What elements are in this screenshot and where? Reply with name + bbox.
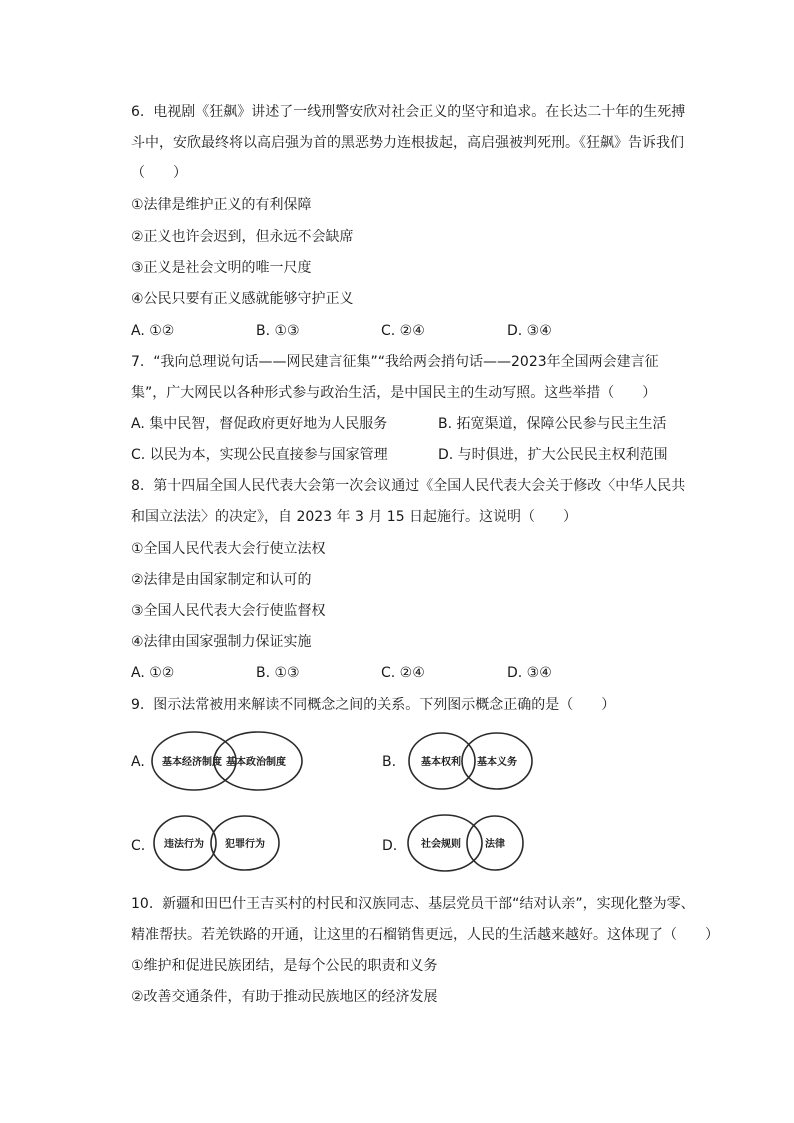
- q8-option-c: C. ②④: [381, 665, 425, 681]
- q6-stem-line2: 斗中，安欣最终将以高启强为首的黑恶势力连根拔起，高启强被判死刑。《狂飙》告诉我们: [131, 135, 684, 151]
- q9-diagram-b: [405, 730, 540, 792]
- q9-diagram-d-right-text: 法律: [485, 839, 505, 850]
- q8-item-3: ③全国人民代表大会行使监督权: [131, 603, 326, 619]
- q6-stem-line1: 6. 电视剧《狂飙》讲述了一线刑警安欣对社会正义的坚守和追求。在长达二十年的生死搏: [131, 104, 686, 120]
- q8-stem-line2: 和国立法法〉的决定》，自 2023 年 3 月 15 日起施行。这说明（ ）: [131, 509, 578, 525]
- q6-stem-line3: （ ）: [131, 165, 187, 181]
- q9-diagram-c-left-text: 违法行为: [164, 839, 204, 850]
- q6-option-d: D. ③④: [507, 323, 552, 339]
- q7-stem-line2: 集”，广大网民以各种形式参与政治生活，是中国民主的生动写照。这些举措（ ）: [131, 385, 657, 401]
- q6-item-2: ②正义也许会迟到，但永远不会缺席: [131, 229, 354, 245]
- q6-option-b: B. ①③: [256, 323, 300, 339]
- q7-option-c: C. 以民为本，实现公民直接参与国家管理: [131, 447, 388, 463]
- q9-diagram-b-label: B.: [382, 754, 397, 770]
- q8-item-2: ②法律是由国家制定和认可的: [131, 572, 312, 588]
- q9-diagram-b-right-text: 基本义务: [477, 757, 517, 768]
- q10-stem-line1: 10. 新疆和田巴什王吉买村的村民和汉族同志、基层党员干部“结对认亲”，实现化整为零、: [131, 896, 695, 912]
- q9-diagram-c-right-text: 犯罪行为: [225, 839, 265, 850]
- q10-item-1: ①维护和促进民族团结，是每个公民的职责和义务: [131, 958, 438, 974]
- q9-diagram-d: [405, 812, 530, 874]
- q9-diagram-a: [150, 730, 310, 792]
- q8-option-b: B. ①③: [256, 665, 300, 681]
- q8-option-d: D. ③④: [507, 665, 552, 681]
- q8-option-a: A. ①②: [131, 665, 175, 681]
- q7-option-d: D. 与时俱进，扩大公民民主权利范围: [438, 447, 668, 463]
- q9-diagram-d-label: D.: [382, 838, 398, 854]
- q9-diagram-c: [150, 812, 285, 874]
- q6-item-3: ③正义是社会文明的唯一尺度: [131, 260, 312, 276]
- q9-stem: 9. 图示法常被用来解读不同概念之间的关系。下列图示概念正确的是（ ）: [131, 697, 616, 713]
- q9-diagram-a-label: A.: [131, 754, 145, 770]
- q10-stem-line2: 精准帮扶。若羌铁路的开通，让这里的石榴销售更远，人民的生活越来越好。这体现了（ ）: [131, 927, 719, 943]
- q6-option-c: C. ②④: [381, 323, 425, 339]
- q8-item-1: ①全国人民代表大会行使立法权: [131, 541, 326, 557]
- q6-item-1: ①法律是维护正义的有利保障: [131, 197, 312, 213]
- q9-diagram-a-right-text: 基本政治制度: [226, 757, 286, 768]
- q10-item-2: ②改善交通条件，有助于推动民族地区的经济发展: [131, 989, 438, 1005]
- q6-item-4: ④公民只要有正义感就能够守护正义: [131, 291, 354, 307]
- q7-option-a: A. 集中民智，督促政府更好地为人民服务: [131, 416, 388, 432]
- q9-diagram-d-left-text: 社会规则: [421, 839, 461, 850]
- q9-diagram-a-left-text: 基本经济制度: [162, 757, 222, 768]
- q8-item-4: ④法律由国家强制力保证实施: [131, 634, 312, 650]
- q6-option-a: A. ①②: [131, 323, 175, 339]
- q9-diagram-b-left-text: 基本权利: [421, 757, 461, 768]
- q7-option-b: B. 拓宽渠道，保障公民参与民主生活: [438, 416, 667, 432]
- q8-stem-line1: 8. 第十四届全国人民代表大会第一次会议通过《全国人民代表大会关于修改〈中华人民共: [131, 478, 686, 494]
- q7-stem-line1: 7. “我向总理说句话——网民建言征集”“我给两会捎句话——2023年全国两会建言征: [131, 354, 659, 370]
- q9-diagram-c-label: C.: [131, 838, 146, 854]
